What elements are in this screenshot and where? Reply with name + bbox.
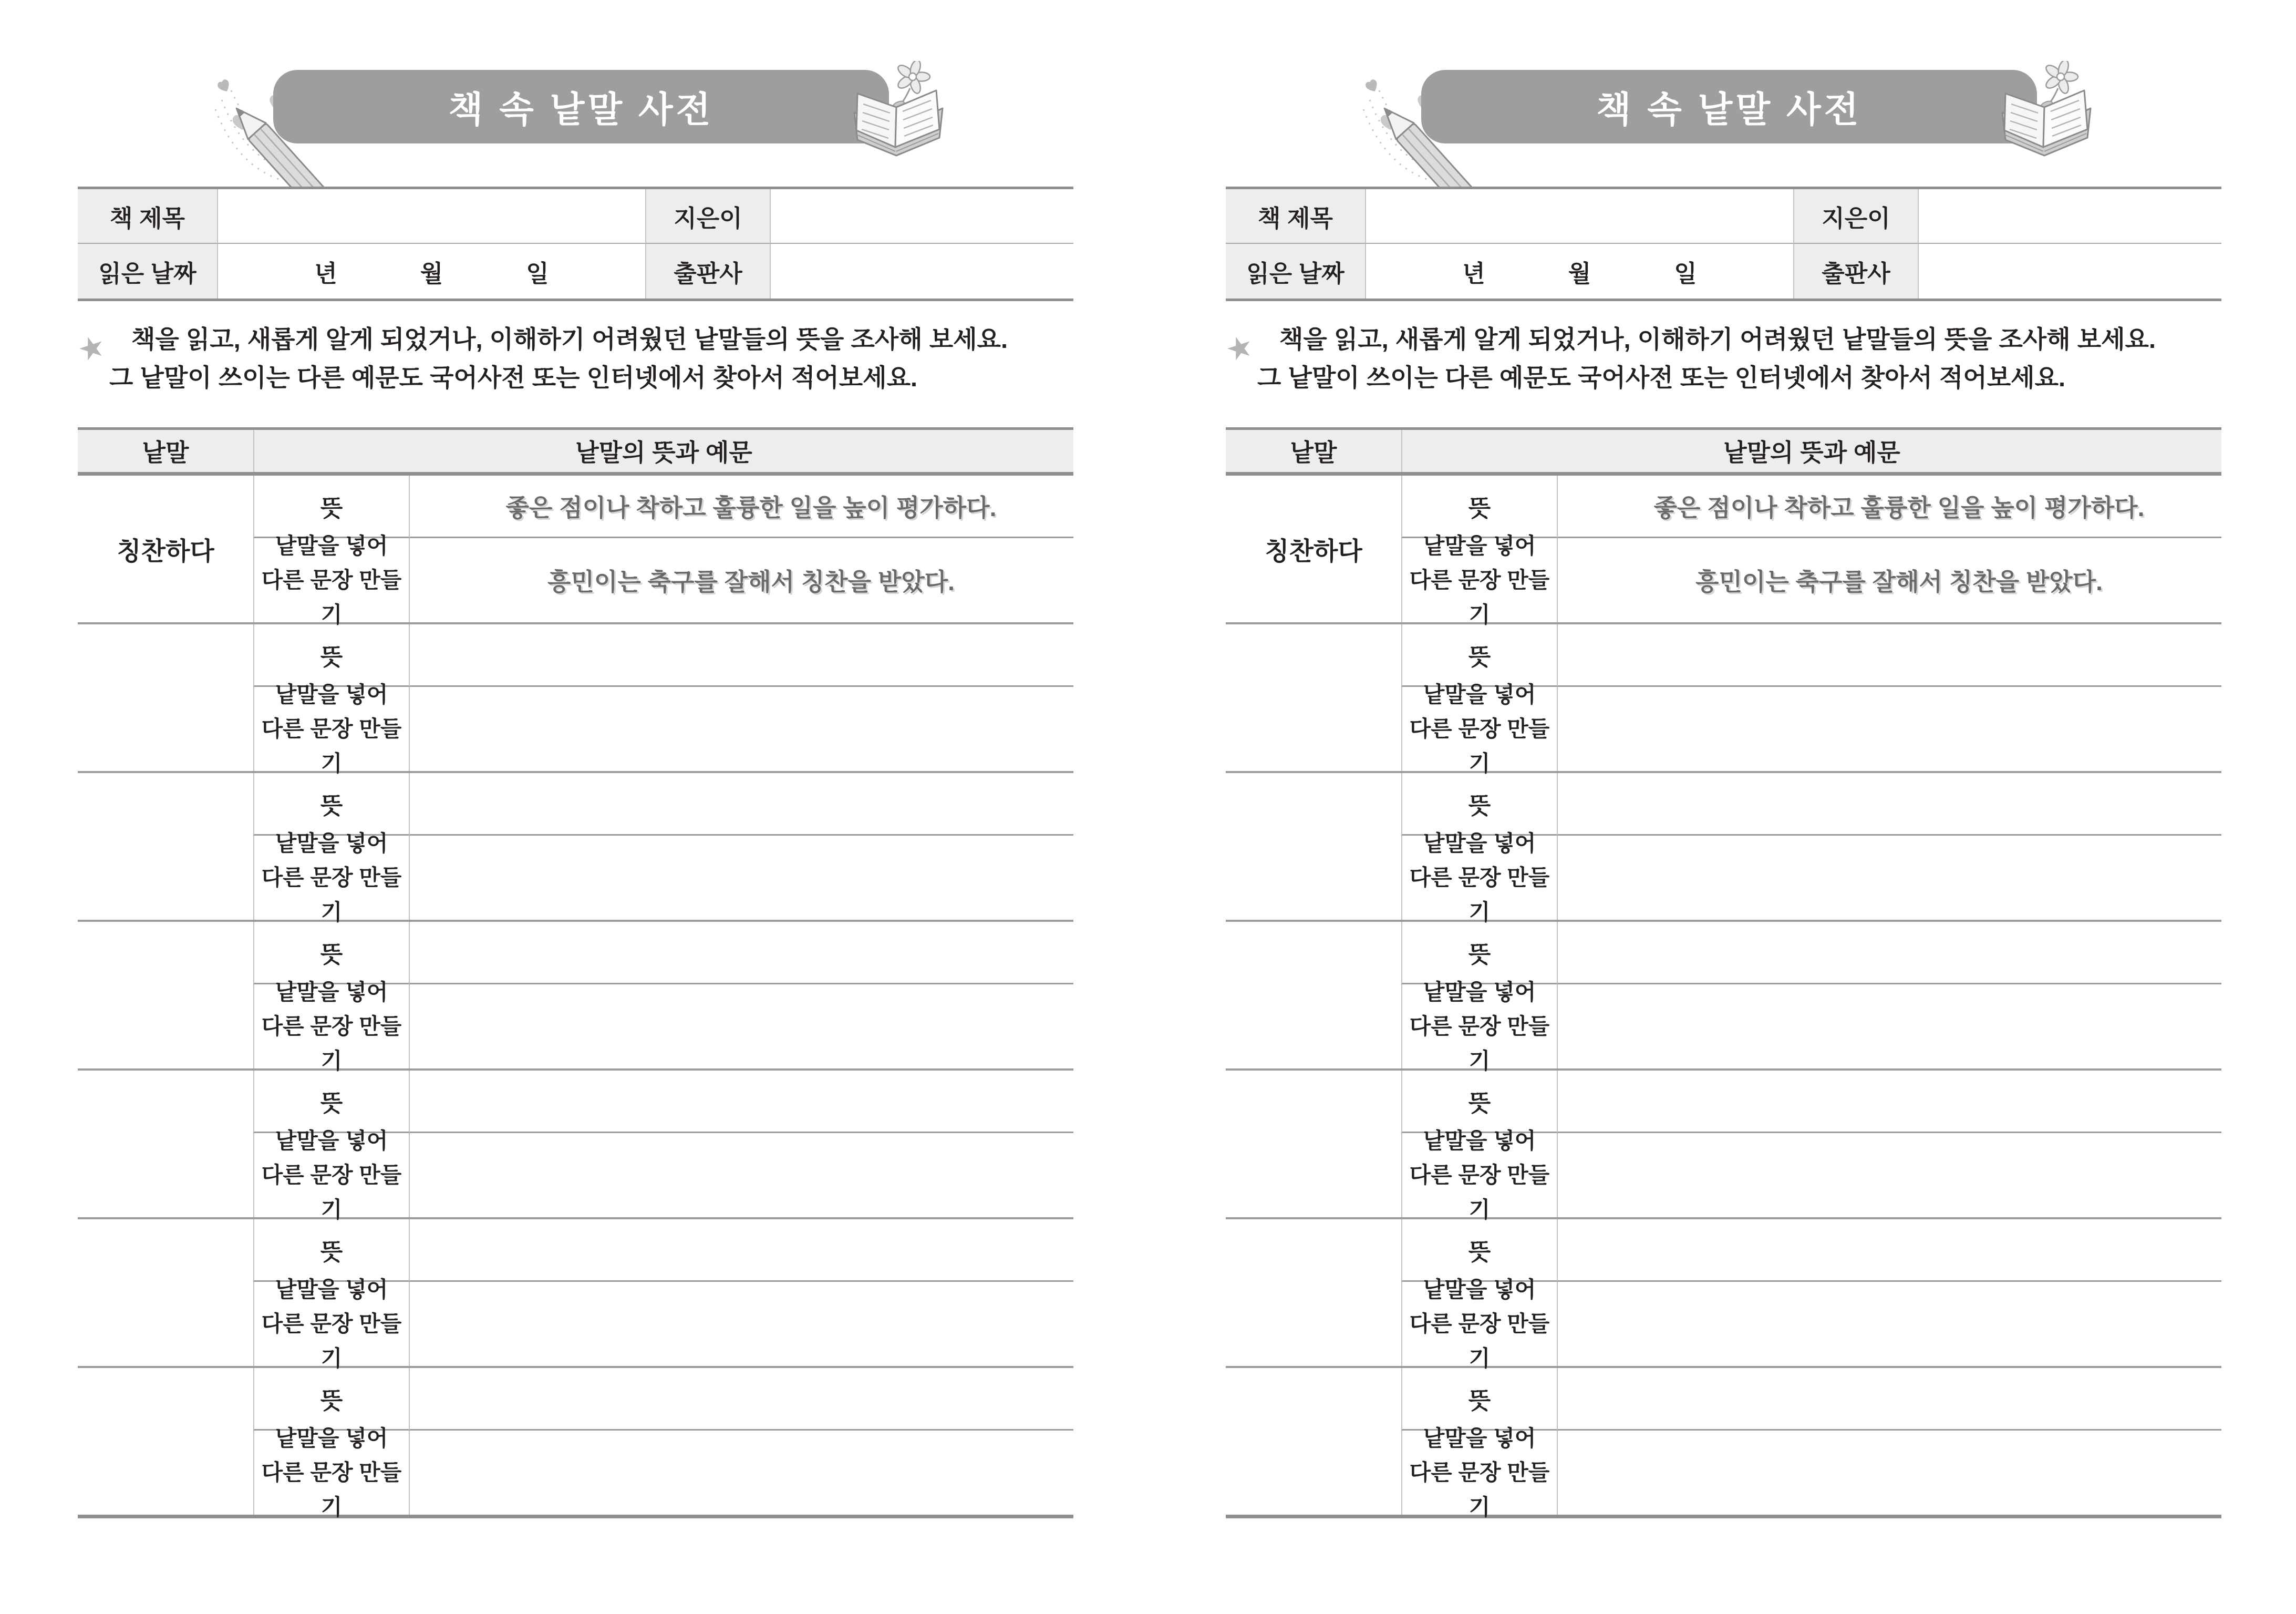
sentence-label-line-2: 다른 문장 만들기	[1409, 1460, 1550, 1519]
word-cell: 칭찬하다	[1265, 538, 1362, 566]
publisher-field	[770, 244, 1073, 299]
sentence-field	[409, 836, 1073, 920]
meaning-label: 뜻	[1401, 1219, 1557, 1282]
sentence-field	[409, 687, 1073, 771]
meaning-column-header: 낱말의 뜻과 예문	[253, 430, 1073, 472]
word-table-row	[78, 922, 1073, 1071]
word-table-row	[1226, 1368, 2221, 1518]
sentence-field	[1557, 984, 2221, 1068]
author-label: 지은이	[1793, 189, 1918, 244]
meaning-label: 뜻	[253, 922, 409, 984]
sentence-label	[253, 1277, 409, 1371]
month-unit-label: 월	[420, 260, 443, 287]
meaning-label: 뜻	[253, 476, 409, 538]
instructions	[73, 325, 1092, 392]
meaning-label: 뜻	[1401, 624, 1557, 687]
sentence-label-line-2: 다른 문장 만들기	[1409, 865, 1550, 924]
sentence-label-line-2: 다른 문장 만들기	[261, 865, 402, 924]
word-cell: 칭찬하다	[117, 538, 214, 566]
instruction-line-1: 책을 읽고, 새롭게 알게 되었거나, 이해하기 어려웠던 낱말들의 뜻을 조사해 보세요.	[1279, 325, 2156, 353]
word-cell	[1226, 1219, 1401, 1366]
word-cell	[78, 1368, 253, 1515]
sentence-text: 흥민이는 축구를 잘해서 칭찬을 받았다.	[1695, 568, 2103, 595]
sentence-text: 흥민이는 축구를 잘해서 칭찬을 받았다.	[547, 568, 955, 595]
publisher-label: 출판사	[645, 244, 770, 299]
sentence-label	[1401, 980, 1557, 1073]
meaning-field	[409, 1071, 1073, 1133]
meaning-field	[1557, 922, 2221, 984]
instruction-line-1: 책을 읽고, 새롭게 알게 되었거나, 이해하기 어려웠던 낱말들의 뜻을 조사해 보세요.	[131, 325, 1008, 353]
book-title-label: 책 제목	[1226, 189, 1365, 244]
sentence-label-line-1: 낱말을 넣어	[1423, 980, 1536, 1005]
word-table-row	[78, 773, 1073, 922]
sentence-field	[1557, 1431, 2221, 1515]
meaning-label: 뜻	[1401, 1368, 1557, 1431]
word-table-row	[78, 624, 1073, 776]
publisher-label: 출판사	[1793, 244, 1918, 299]
meaning-label: 뜻	[253, 1368, 409, 1431]
sentence-label-line-2: 다른 문장 만들기	[1409, 1014, 1550, 1073]
sentence-label-line-1: 낱말을 넣어	[1423, 533, 1536, 559]
page-2	[1148, 0, 2296, 1614]
year-unit-label: 년	[314, 260, 337, 287]
meaning-field	[409, 922, 1073, 984]
sentence-field	[409, 984, 1073, 1068]
word-cell	[1226, 922, 1401, 1068]
sentence-label-line-2: 다른 문장 만들기	[261, 1460, 402, 1519]
meaning-label: 뜻	[253, 1219, 409, 1282]
sentence-field	[1557, 538, 2221, 622]
meaning-field	[1557, 476, 2221, 538]
sentence-label-line-1: 낱말을 넣어	[275, 682, 388, 707]
open-book-icon	[1992, 61, 2102, 171]
meaning-label: 뜻	[1401, 773, 1557, 836]
sentence-label	[253, 980, 409, 1073]
book-info-table	[1226, 187, 2221, 301]
word-table-row	[1226, 1219, 2221, 1371]
read-date-label: 읽은 날짜	[1226, 244, 1365, 299]
sentence-label-line-1: 낱말을 넣어	[275, 831, 388, 856]
sentence-label-line-2: 다른 문장 만들기	[1409, 716, 1550, 776]
instructions	[1221, 325, 2240, 392]
word-table-row	[1226, 476, 2221, 627]
meaning-text: 좋은 점이나 착하고 훌륭한 일을 높이 평가하다.	[505, 494, 997, 521]
word-column-header: 낱말	[142, 439, 189, 466]
meaning-field	[1557, 1219, 2221, 1282]
word-cell	[78, 1071, 253, 1217]
book-info-table	[78, 187, 1073, 301]
sentence-label-line-1: 낱말을 넣어	[1423, 1128, 1536, 1154]
meaning-column-header: 낱말의 뜻과 예문	[1401, 430, 2221, 472]
meaning-field	[409, 1219, 1073, 1282]
word-cell	[1226, 624, 1401, 771]
sentence-label-line-2: 다른 문장 만들기	[261, 716, 402, 776]
open-book-icon-slot	[844, 61, 954, 171]
sentence-field	[1557, 1133, 2221, 1217]
sentence-label-line-2: 다른 문장 만들기	[1409, 568, 1550, 627]
word-table-row	[78, 1368, 1073, 1518]
meaning-label: 뜻	[253, 1071, 409, 1133]
sentence-field	[1557, 687, 2221, 771]
meaning-label: 뜻	[253, 624, 409, 687]
word-table-row	[78, 1219, 1073, 1371]
word-table-row	[1226, 624, 2221, 776]
sentence-field	[409, 1431, 1073, 1515]
star-icon: ★	[73, 327, 110, 369]
meaning-field	[409, 1368, 1073, 1431]
sentence-field	[1557, 1282, 2221, 1366]
sentence-label-line-2: 다른 문장 만들기	[261, 1014, 402, 1073]
word-table-row	[1226, 922, 2221, 1071]
meaning-field	[1557, 773, 2221, 836]
word-table-row	[78, 476, 1073, 627]
sentence-label-line-2: 다른 문장 만들기	[1409, 1163, 1550, 1222]
word-cell	[78, 922, 253, 1068]
sentence-label-line-1: 낱말을 넣어	[275, 1277, 388, 1302]
sentence-label	[253, 1426, 409, 1519]
sentence-label-line-2: 다른 문장 만들기	[261, 1311, 402, 1371]
word-column-header: 낱말	[1290, 439, 1337, 466]
instruction-line-2: 그 낱말이 쓰이는 다른 예문도 국어사전 또는 인터넷에서 찾아서 적어보세요.	[1257, 364, 2066, 392]
book-shape	[2002, 90, 2091, 156]
word-table-row	[78, 1071, 1073, 1222]
sentence-label	[253, 533, 409, 627]
sentence-field	[409, 1133, 1073, 1217]
day-unit-label: 일	[1674, 260, 1697, 287]
day-unit-label: 일	[526, 260, 549, 287]
meaning-field	[1557, 1368, 2221, 1431]
meaning-field	[1557, 1071, 2221, 1133]
sentence-label-line-1: 낱말을 넣어	[1423, 1426, 1536, 1451]
publisher-field	[1918, 244, 2221, 299]
title-banner	[273, 70, 889, 143]
book-title-field	[1365, 189, 1793, 244]
word-dictionary-table	[78, 427, 1073, 1518]
sentence-field	[409, 1282, 1073, 1366]
sentence-label-line-1: 낱말을 넣어	[275, 1426, 388, 1451]
book-title-label: 책 제목	[78, 189, 217, 244]
meaning-field	[1557, 624, 2221, 687]
sentence-label-line-2: 다른 문장 만들기	[261, 1163, 402, 1222]
month-unit-label: 월	[1568, 260, 1591, 287]
author-field	[1918, 189, 2221, 244]
meaning-field	[409, 773, 1073, 836]
meaning-text: 좋은 점이나 착하고 훌륭한 일을 높이 평가하다.	[1653, 494, 2145, 521]
year-unit-label: 년	[1462, 260, 1485, 287]
sentence-label	[1401, 831, 1557, 924]
star-icon: ★	[1221, 327, 1258, 369]
word-cell	[1226, 1071, 1401, 1217]
sentence-label	[253, 1128, 409, 1222]
read-date-field	[217, 244, 645, 299]
open-book-icon-slot	[1992, 61, 2102, 171]
sentence-label-line-2: 다른 문장 만들기	[1409, 1311, 1550, 1371]
sentence-label-line-1: 낱말을 넣어	[1423, 831, 1536, 856]
sentence-label	[1401, 1426, 1557, 1519]
word-dictionary-table	[1226, 427, 2221, 1518]
page-title: 책 속 낱말 사전	[1596, 89, 1862, 130]
word-table-row	[1226, 1071, 2221, 1222]
word-cell	[78, 773, 253, 920]
page-title: 책 속 낱말 사전	[448, 89, 714, 130]
word-cell	[78, 624, 253, 771]
word-table-header	[78, 427, 1073, 476]
sentence-label-line-1: 낱말을 넣어	[1423, 682, 1536, 707]
read-date-field	[1365, 244, 1793, 299]
author-label: 지은이	[645, 189, 770, 244]
word-table-body	[78, 476, 1073, 1518]
sentence-label	[1401, 1277, 1557, 1371]
word-table-header	[1226, 427, 2221, 476]
sentence-label	[253, 831, 409, 924]
open-book-icon	[844, 61, 954, 171]
sentence-label	[253, 682, 409, 776]
word-table-row	[1226, 773, 2221, 922]
meaning-field	[409, 624, 1073, 687]
sentence-label	[1401, 533, 1557, 627]
sentence-field	[1557, 836, 2221, 920]
sentence-label-line-2: 다른 문장 만들기	[261, 568, 402, 627]
meaning-label: 뜻	[1401, 476, 1557, 538]
word-cell	[1226, 773, 1401, 920]
meaning-label: 뜻	[253, 773, 409, 836]
meaning-label: 뜻	[1401, 1071, 1557, 1133]
sentence-label-line-1: 낱말을 넣어	[1423, 1277, 1536, 1302]
word-cell	[78, 1219, 253, 1366]
book-title-field	[217, 189, 645, 244]
word-cell	[1226, 1368, 1401, 1515]
sentence-label-line-1: 낱말을 넣어	[275, 980, 388, 1005]
sentence-label	[1401, 1128, 1557, 1222]
sentence-field	[409, 538, 1073, 622]
sentence-label	[1401, 682, 1557, 776]
word-table-body	[1226, 476, 2221, 1518]
sentence-label-line-1: 낱말을 넣어	[275, 533, 388, 559]
book-shape	[854, 90, 943, 156]
instruction-line-2: 그 낱말이 쓰이는 다른 예문도 국어사전 또는 인터넷에서 찾아서 적어보세요.	[109, 364, 918, 392]
read-date-label: 읽은 날짜	[78, 244, 217, 299]
meaning-field	[409, 476, 1073, 538]
author-field	[770, 189, 1073, 244]
title-banner	[1421, 70, 2037, 143]
sentence-label-line-1: 낱말을 넣어	[275, 1128, 388, 1154]
meaning-label: 뜻	[1401, 922, 1557, 984]
